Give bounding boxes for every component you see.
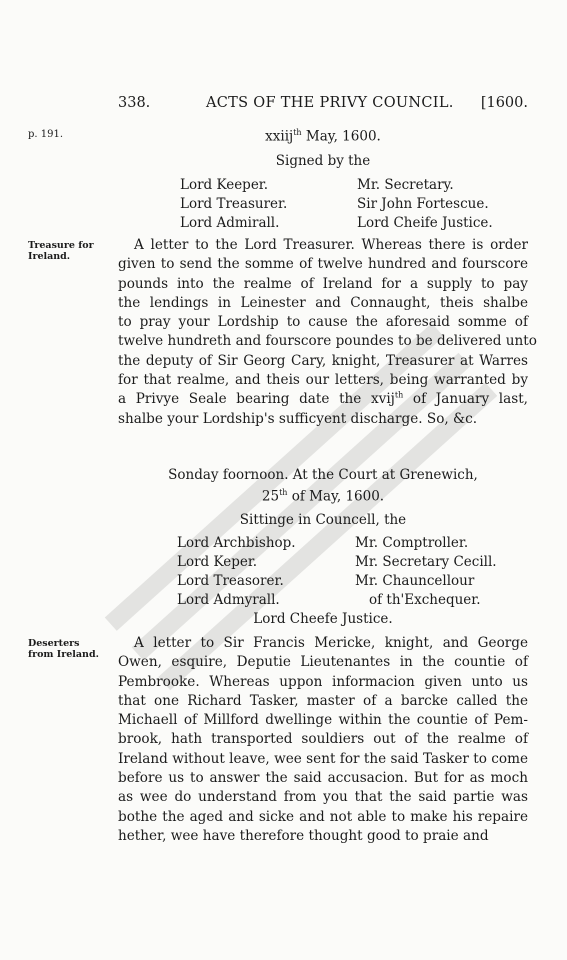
entry1-date: xxiij$^{th}$ May, 1600. [265,128,381,145]
entry1-signed-by: Signed by the [275,153,371,169]
page-title: ACTS OF THE PRIVY COUNCIL. [206,95,454,111]
text-line: Michaell of Millford dwellinge within the countie of Pem- [118,712,528,729]
signatory: Lord Treasurer. [180,196,288,212]
text-line: shalbe your Lordship's sufficyent discharge. So, &c. [118,410,478,427]
signatory: Lord Keeper. [180,177,269,193]
text-line: Pembrooke. Whereas uppon informacion given unto us [118,673,528,690]
entry2-attendees-right [355,534,497,610]
attendee: Mr. Secretary Cecill. [355,554,497,570]
text-line: given to send the somme of twelve hundred and fourscore [118,256,528,273]
attendee: Mr. Comptroller. [355,535,469,551]
text-line: that one Richard Tasker, master of a barcke called the [118,692,528,709]
text-line: to pray your Lordship to cause the aforesaid somme of [118,314,528,331]
text-line: the lendings in Leinester and Connaught, theis shalbe [118,294,528,311]
text-line: A letter to Sir Francis Mericke, knight, and George [134,635,528,651]
text-line: a Privye Seale bearing date the xvij$^{th}$ of January last, [118,390,528,408]
text-line: brook, hath transported souldiers out of the realme of [118,731,528,748]
attendee: Lord Admyrall. [177,592,280,608]
folio-reference: p. 191. [28,129,64,140]
entry2-sitting: Sittinge in Councell, the [239,512,407,528]
attendee: Lord Keper. [177,554,258,570]
entry1-body [118,236,537,429]
attendee: Lord Treasorer. [177,573,284,589]
running-year: [1600. [480,95,528,111]
entry2-date: 25th of May, 1600. [261,488,385,505]
text-line: hether, wee have therefore thought good to praie and [118,827,489,844]
signatory: Lord Admirall. [180,215,280,231]
entry1-signatories-left [180,176,287,233]
attendee: Lord Archbishop. [177,535,296,551]
page-number: 338. [118,95,151,111]
attendee: Mr. Chauncellour [355,573,475,589]
entry2-heading: Sonday foornoon. At the Court at Grenewich, [168,467,478,483]
signatory: Lord Cheife Justice. [357,215,493,231]
text-line: as wee do understand from you that the said partie was [118,789,528,806]
text-line: bothe the aged and sicke and not able to make his repaire [118,808,528,825]
text-line: for that realme, and theis our letters, being warranted by [118,372,528,389]
text-line: the deputy of Sir Georg Cary, knight, Treasurer at Warres [118,352,528,369]
signatory: Sir John Fortescue. [357,196,489,212]
entry1-signatories-right [357,176,493,233]
margin-note-treasure: Treasure for Ireland. [28,240,94,262]
signatory: Mr. Secretary. [357,177,454,193]
entry2-body [118,634,528,846]
margin-note-deserters: Deserters from Ireland. [28,638,99,660]
text-line: pounds into the realme of Ireland for a supply to pay [118,275,528,292]
text-line: Owen, esquire, Deputie Lieutenantes in the countie of [118,654,528,671]
entry2-attendees-left [177,534,296,610]
entry2-final-attendee: Lord Cheefe Justice. [253,611,393,627]
text-line: Ireland without leave, wee sent for the said Tasker to come [118,750,528,767]
text-line: twelve hundreth and fourscore poundes to be delivered unto [118,333,537,350]
text-line: A letter to the Lord Treasurer. Whereas there is order [134,237,528,253]
attendee: of th'Exchequer. [369,592,481,608]
text-line: before us to answer the said accusacion. But for as moch [118,770,528,787]
